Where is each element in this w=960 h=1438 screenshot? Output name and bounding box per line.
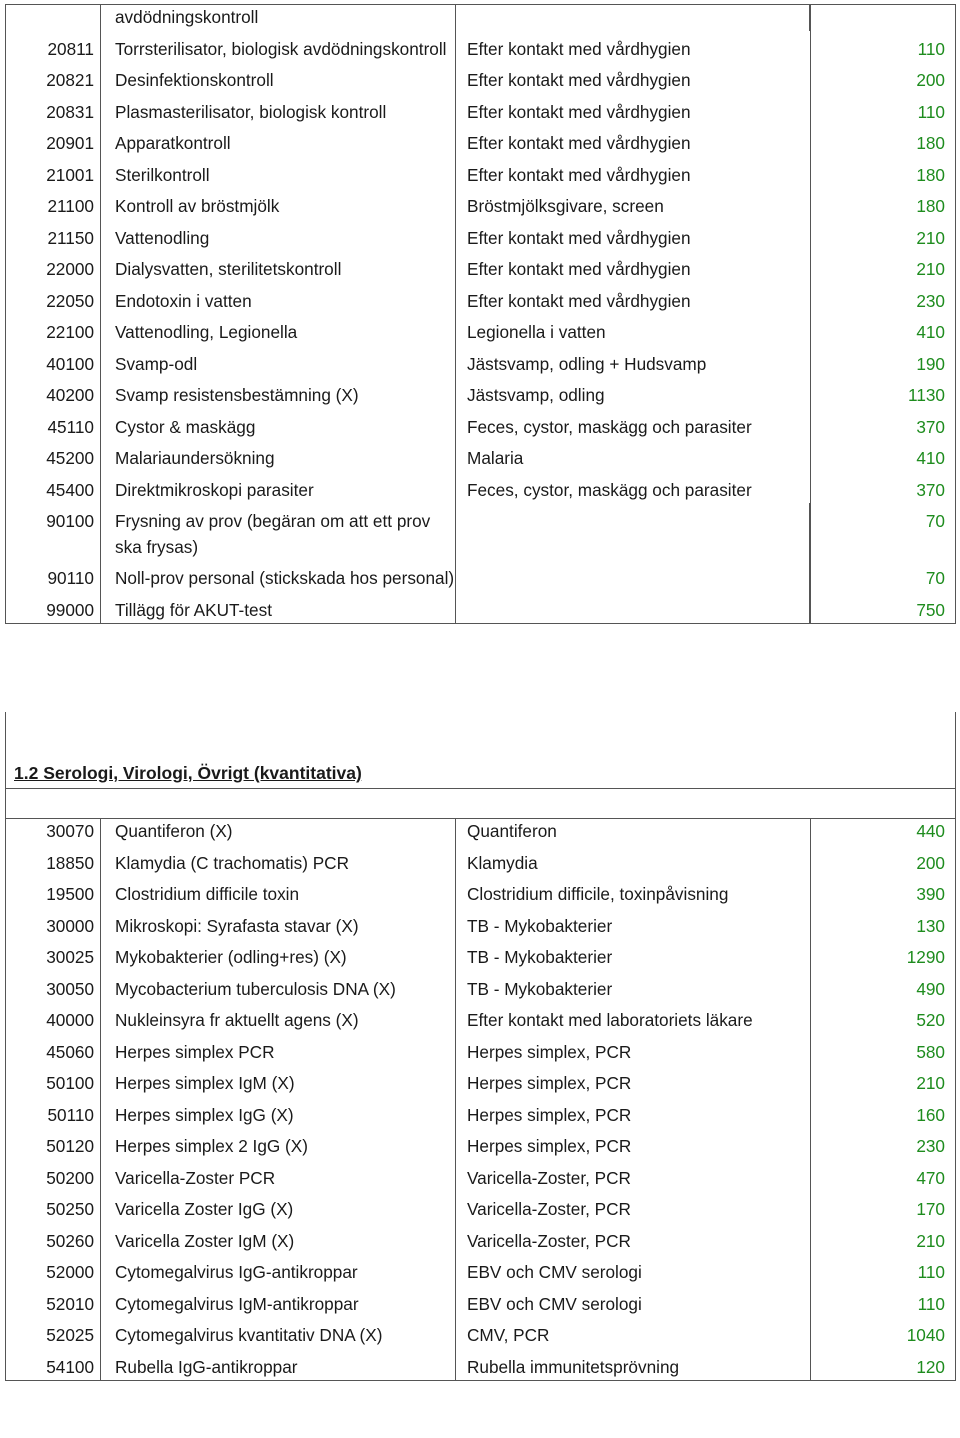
- price-cell: 440: [810, 819, 955, 845]
- price-cell: 190: [810, 346, 955, 378]
- category-cell: Efter kontakt med vårdhygien: [455, 62, 810, 94]
- test-code-cell: [6, 5, 100, 31]
- price-cell: 210: [810, 1065, 955, 1097]
- test-code-cell: 50100: [46, 1073, 94, 1093]
- test-code-cell: 45400: [46, 479, 94, 500]
- test-code-cell: 20901: [46, 133, 94, 153]
- category-cell: Jästsvamp, odling: [455, 377, 810, 409]
- test-name-cell: Mikroskopi: Syrafasta stavar (X): [100, 908, 455, 940]
- category-cell: TB - Mykobakterier: [455, 971, 810, 1003]
- price-cell: 110: [810, 31, 955, 63]
- test-name-cell: Vattenodling, Legionella: [100, 314, 455, 346]
- category-cell: [455, 5, 810, 31]
- test-code-cell: 20811: [47, 38, 94, 59]
- category-cell: EBV och CMV serologi: [455, 1286, 810, 1318]
- test-code-cell: 21001: [46, 164, 94, 185]
- table-row: [6, 1160, 955, 1192]
- category-cell: Efter kontakt med vårdhygien: [455, 251, 810, 283]
- test-name-cell: Tillägg för AKUT-test: [100, 592, 455, 624]
- category-cell: [455, 592, 810, 624]
- price-cell: 1130: [810, 377, 955, 409]
- price-cell: 390: [810, 876, 955, 908]
- test-name-cell: avdödningskontroll: [100, 5, 455, 31]
- test-name-cell: Herpes simplex IgM (X): [100, 1065, 455, 1097]
- price-cell: 1290: [810, 939, 955, 971]
- test-code-cell: 50260: [46, 1230, 94, 1251]
- test-code-cell: 20831: [46, 101, 94, 122]
- test-name-cell: Cytomegalvirus IgM-antikroppar: [100, 1286, 455, 1318]
- test-name-cell: Cystor & maskägg: [100, 409, 455, 441]
- price-cell: 160: [810, 1097, 955, 1129]
- test-name-cell: Endotoxin i vatten: [100, 283, 455, 315]
- table-row: [6, 377, 955, 409]
- table-row: [6, 1097, 955, 1129]
- table-row: [6, 560, 955, 592]
- test-code-cell: 22050: [46, 290, 94, 311]
- category-cell: Feces, cystor, maskägg och parasiter: [455, 472, 810, 504]
- table-row: [6, 346, 955, 378]
- table-row: [6, 314, 955, 346]
- category-cell: Efter kontakt med vårdhygien: [455, 157, 810, 189]
- test-code-cell: 22100: [46, 322, 94, 342]
- test-code-cell: 40100: [46, 353, 94, 374]
- test-name-cell: Herpes simplex 2 IgG (X): [100, 1128, 455, 1160]
- price-cell: 180: [810, 188, 955, 220]
- test-code-cell: 50250: [46, 1199, 94, 1219]
- category-cell: Efter kontakt med vårdhygien: [455, 283, 810, 315]
- price-cell: 200: [810, 62, 955, 94]
- table-row: [6, 472, 955, 504]
- table-row: [6, 1002, 955, 1034]
- test-code-cell: 40200: [46, 385, 94, 405]
- category-cell: Herpes simplex, PCR: [455, 1034, 810, 1066]
- test-code-cell: 50110: [47, 1104, 94, 1125]
- table-row: [6, 1065, 955, 1097]
- table-row: [6, 125, 955, 157]
- price-cell: 120: [810, 1349, 955, 1381]
- table-row: [6, 503, 955, 560]
- price-cell: 750: [810, 592, 955, 624]
- test-name-cell: Herpes simplex PCR: [100, 1034, 455, 1066]
- test-code-cell: 30025: [46, 947, 94, 967]
- divider: [6, 788, 955, 789]
- test-name-cell: Desinfektionskontroll: [100, 62, 455, 94]
- table-row: [6, 220, 955, 252]
- test-name-cell: Plasmasterilisator, biologisk kontroll: [100, 94, 455, 126]
- table-row: [6, 5, 955, 31]
- table-row: [6, 845, 955, 877]
- category-cell: Efter kontakt med vårdhygien: [455, 220, 810, 252]
- category-cell: Rubella immunitetsprövning: [455, 1349, 810, 1381]
- price-cell: 410: [810, 440, 955, 472]
- table-row: [6, 251, 955, 283]
- test-code-cell: 52025: [46, 1325, 94, 1345]
- test-code-cell: 90110: [47, 568, 94, 588]
- table-row: [6, 62, 955, 94]
- test-name-cell: Herpes simplex IgG (X): [100, 1097, 455, 1129]
- table-row: [6, 819, 955, 845]
- test-name-cell: Varicella Zoster IgM (X): [100, 1223, 455, 1255]
- test-code-cell: 20821: [46, 70, 94, 90]
- test-code-cell: 21150: [47, 227, 94, 248]
- test-name-cell: Direktmikroskopi parasiter: [100, 472, 455, 504]
- category-cell: [455, 560, 810, 592]
- price-cell: 70: [810, 503, 955, 560]
- category-cell: TB - Mykobakterier: [455, 939, 810, 971]
- test-code-cell: 30050: [46, 978, 94, 999]
- price-table-microbiology: [5, 4, 956, 624]
- test-code-cell: 54100: [46, 1356, 94, 1377]
- test-name-cell: Cytomegalvirus kvantitativ DNA (X): [100, 1317, 455, 1349]
- table-row: [6, 188, 955, 220]
- table-row: [6, 592, 955, 624]
- category-cell: Varicella-Zoster, PCR: [455, 1223, 810, 1255]
- table-row: [6, 908, 955, 940]
- table-row: [6, 1317, 955, 1349]
- category-cell: Efter kontakt med vårdhygien: [455, 125, 810, 157]
- test-code-cell: 40000: [46, 1010, 94, 1030]
- category-cell: Malaria: [455, 440, 810, 472]
- category-cell: [455, 503, 810, 560]
- table-row: [6, 1286, 955, 1318]
- test-name-cell: Varicella-Zoster PCR: [100, 1160, 455, 1192]
- table-row: [6, 1349, 955, 1381]
- table-row: [6, 971, 955, 1003]
- price-cell: 210: [810, 220, 955, 252]
- category-cell: Herpes simplex, PCR: [455, 1097, 810, 1129]
- test-code-cell: 22000: [46, 259, 94, 279]
- price-cell: 180: [810, 125, 955, 157]
- test-name-cell: Mycobacterium tuberculosis DNA (X): [100, 971, 455, 1003]
- test-code-cell: 18850: [46, 852, 94, 873]
- test-name-cell: Svamp-odl: [100, 346, 455, 378]
- test-name-cell: Quantiferon (X): [100, 819, 455, 845]
- price-cell: 110: [810, 1286, 955, 1318]
- test-name-cell: Varicella Zoster IgG (X): [100, 1191, 455, 1223]
- test-name-cell: Sterilkontroll: [100, 157, 455, 189]
- category-cell: EBV och CMV serologi: [455, 1254, 810, 1286]
- category-cell: Jästsvamp, odling + Hudsvamp: [455, 346, 810, 378]
- table-row: [6, 939, 955, 971]
- category-cell: Feces, cystor, maskägg och parasiter: [455, 409, 810, 441]
- test-code-cell: 21100: [47, 196, 94, 216]
- table-row: [6, 440, 955, 472]
- price-cell: 370: [810, 409, 955, 441]
- test-name-cell: Clostridium difficile toxin: [100, 876, 455, 908]
- table-row: [6, 1191, 955, 1223]
- test-code-cell: 52010: [46, 1293, 94, 1314]
- category-cell: Klamydia: [455, 845, 810, 877]
- test-name-cell: Vattenodling: [100, 220, 455, 252]
- table-row: [6, 157, 955, 189]
- section-title: 1.2 Serologi, Virologi, Övrigt (kvantitativa): [14, 763, 362, 783]
- test-code-cell: 50200: [46, 1167, 94, 1188]
- category-cell: Efter kontakt med vårdhygien: [455, 94, 810, 126]
- test-code-cell: 50120: [46, 1136, 94, 1156]
- test-code-cell: 19500: [46, 884, 94, 904]
- price-cell: 210: [810, 1223, 955, 1255]
- price-cell: 470: [810, 1160, 955, 1192]
- test-code-cell: 45200: [46, 448, 94, 468]
- category-cell: Herpes simplex, PCR: [455, 1128, 810, 1160]
- price-cell: 1040: [810, 1317, 955, 1349]
- test-code-cell: 99000: [46, 599, 94, 620]
- price-cell: 490: [810, 971, 955, 1003]
- price-cell: 410: [810, 314, 955, 346]
- price-cell: 130: [810, 908, 955, 940]
- category-cell: Efter kontakt med laboratoriets läkare: [455, 1002, 810, 1034]
- price-cell: 370: [810, 472, 955, 504]
- category-cell: Varicella-Zoster, PCR: [455, 1160, 810, 1192]
- test-name-cell: Cytomegalvirus IgG-antikroppar: [100, 1254, 455, 1286]
- price-cell: 210: [810, 251, 955, 283]
- price-cell: 230: [810, 1128, 955, 1160]
- category-cell: Efter kontakt med vårdhygien: [455, 31, 810, 63]
- price-cell: 200: [810, 845, 955, 877]
- test-name-cell: Noll-prov personal (stickskada hos personal): [100, 560, 455, 592]
- price-cell: 520: [810, 1002, 955, 1034]
- test-code-cell: 90100: [46, 511, 94, 531]
- table-row: [6, 31, 955, 63]
- table-row: [6, 1223, 955, 1255]
- category-cell: Varicella-Zoster, PCR: [455, 1191, 810, 1223]
- price-cell: 170: [810, 1191, 955, 1223]
- test-name-cell: Apparatkontroll: [100, 125, 455, 157]
- test-name-cell: Klamydia (C trachomatis) PCR: [100, 845, 455, 877]
- category-cell: Clostridium difficile, toxinpåvisning: [455, 876, 810, 908]
- category-cell: Herpes simplex, PCR: [455, 1065, 810, 1097]
- test-name-cell: Rubella IgG-antikroppar: [100, 1349, 455, 1381]
- price-cell: 70: [810, 560, 955, 592]
- test-name-cell: Frysning av prov (begäran om att ett prov ska frysas): [100, 503, 455, 560]
- table-row: [6, 1128, 955, 1160]
- price-cell: 180: [810, 157, 955, 189]
- price-cell: 110: [810, 94, 955, 126]
- test-name-cell: Mykobakterier (odling+res) (X): [100, 939, 455, 971]
- table-row: [6, 283, 955, 315]
- test-code-cell: 30070: [46, 821, 94, 841]
- test-name-cell: Dialysvatten, sterilitetskontroll: [100, 251, 455, 283]
- test-code-cell: 52000: [46, 1262, 94, 1282]
- category-cell: TB - Mykobakterier: [455, 908, 810, 940]
- table-row: [6, 94, 955, 126]
- table-row: [6, 1254, 955, 1286]
- test-name-cell: Kontroll av bröstmjölk: [100, 188, 455, 220]
- price-cell: 110: [810, 1254, 955, 1286]
- category-cell: Legionella i vatten: [455, 314, 810, 346]
- category-cell: CMV, PCR: [455, 1317, 810, 1349]
- table-row: [6, 1034, 955, 1066]
- price-cell: 580: [810, 1034, 955, 1066]
- section-header-block: [5, 712, 956, 818]
- test-code-cell: 45110: [47, 416, 94, 437]
- table-row: [6, 876, 955, 908]
- category-cell: Bröstmjölksgivare, screen: [455, 188, 810, 220]
- test-name-cell: Torrsterilisator, biologisk avdödningskontroll: [100, 31, 455, 63]
- price-cell: [810, 5, 955, 31]
- price-cell: 230: [810, 283, 955, 315]
- table-row: [6, 409, 955, 441]
- category-cell: Quantiferon: [455, 819, 810, 845]
- test-code-cell: 45060: [46, 1041, 94, 1062]
- price-table-serology: [5, 818, 956, 1381]
- test-name-cell: Nukleinsyra fr aktuellt agens (X): [100, 1002, 455, 1034]
- test-name-cell: Svamp resistensbestämning (X): [100, 377, 455, 409]
- test-code-cell: 30000: [46, 915, 94, 936]
- test-name-cell: Malariaundersökning: [100, 440, 455, 472]
